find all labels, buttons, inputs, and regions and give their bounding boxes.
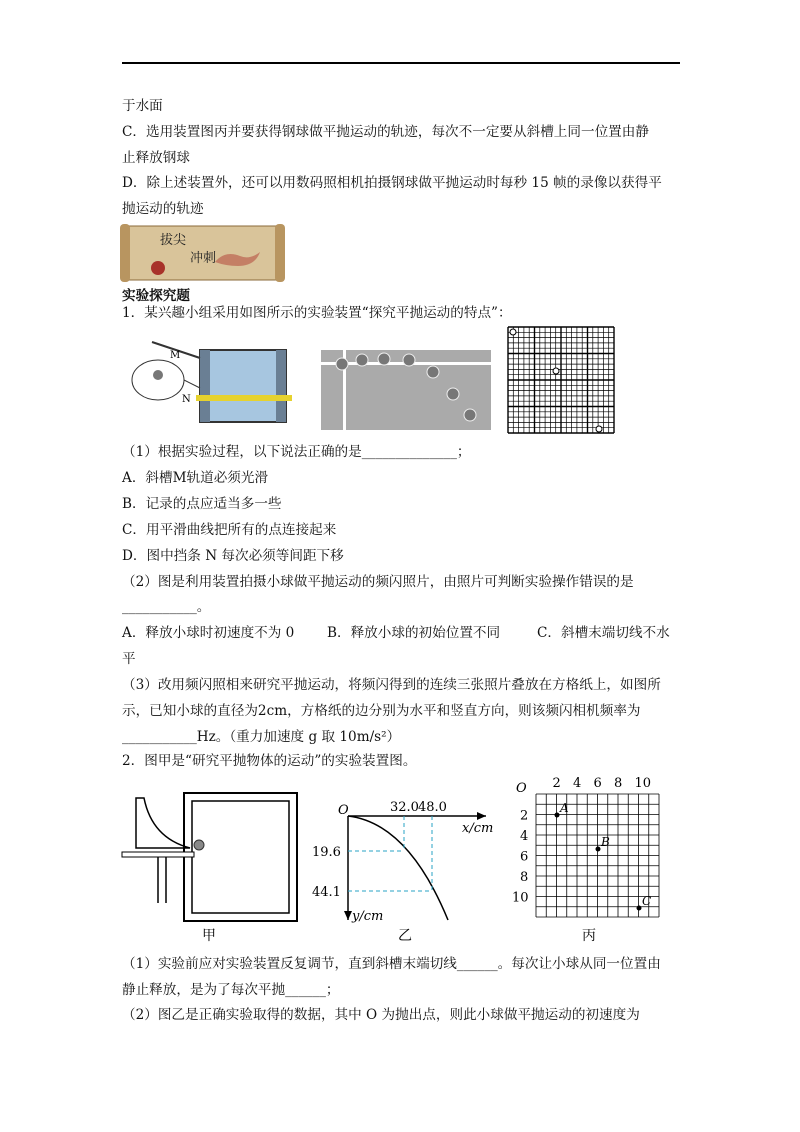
ball-icon	[553, 368, 559, 374]
y-axis-label: y/cm	[352, 909, 384, 924]
point-c-label: C	[642, 894, 652, 908]
x-tick-label: 32.0	[390, 800, 419, 815]
option-a: A．释放小球时初速度不为 0	[122, 625, 295, 641]
text-line: 止释放钢球	[122, 150, 190, 166]
x-tick-label: 8	[614, 776, 623, 791]
option-b: B．释放小球的初始位置不同	[327, 625, 501, 641]
x-tick-label: 6	[593, 776, 602, 791]
x-axis-label: x/cm	[462, 821, 494, 836]
y-tick-label: 19.6	[312, 845, 341, 860]
question-2-part-2: （2）图乙是正确实验取得的数据，其中 O 为抛出点，则此小球做平抛运动的初速度为	[122, 1007, 640, 1023]
figure-label: 丙	[582, 928, 596, 944]
ball-icon	[427, 366, 439, 378]
x-tick-label: 48.0	[418, 800, 447, 815]
question-1-stem: 1．某兴趣小组采用如图所示的实验装置“探究平抛运动的特点”：	[122, 305, 512, 321]
ball-icon	[194, 840, 204, 850]
banner-text: 冲刺	[190, 251, 217, 266]
point-b-label: B	[601, 835, 610, 849]
x-tick-label: 2	[552, 776, 561, 791]
seal-icon	[151, 261, 165, 275]
answer-blank: ___________。	[122, 599, 211, 615]
y-tick-label: 8	[520, 870, 529, 885]
option-c-text: C．选用装置图丙并要获得钢球做平抛运动的轨迹，每次不一定要从斜槽上同一位置由静	[122, 124, 649, 140]
option-c-continued: 平	[122, 651, 136, 667]
point-a	[555, 813, 560, 818]
figure-yi	[312, 798, 498, 944]
option-d: D．图中挡条 N 每次必须等间距下移	[122, 548, 344, 564]
y-tick-label: 2	[520, 808, 529, 824]
text-line: 抛运动的轨迹	[122, 201, 204, 217]
text-line: 于水面	[122, 98, 163, 114]
question-1-part-3: （3）改用频闪照相来研究平抛运动，将频闪得到的连续三张照片叠放在方格纸上，如图所	[122, 677, 661, 693]
ball-icon	[403, 354, 415, 366]
point-a-label: A	[560, 801, 569, 815]
option-c: C．用平滑曲线把所有的点连接起来	[122, 522, 337, 538]
grid-photo-figure	[508, 327, 614, 433]
y-tick-label: 10	[512, 890, 529, 906]
question-1-part-3: ___________Hz。（重力加速度 g 取 10m/s²）	[122, 729, 401, 745]
ball-icon	[447, 388, 459, 400]
option-d-text: D．除上述装置外，还可以用数码照相机拍摄钢球做平抛运动时每秒 15 帧的录像以获得平	[122, 175, 662, 191]
label-M: M	[170, 350, 181, 361]
origin-label: O	[516, 781, 527, 796]
ball-icon	[596, 426, 602, 432]
x-tick-label: 4	[573, 776, 582, 791]
option-b: B．记录的点应适当多一些	[122, 496, 282, 512]
scroll-banner-image	[120, 222, 285, 284]
origin-label: O	[338, 803, 349, 818]
apparatus-figure	[128, 328, 296, 428]
ball-icon	[336, 358, 348, 370]
y-tick-label: 6	[520, 849, 529, 865]
figure-label: 乙	[398, 928, 412, 944]
point-b	[596, 847, 601, 852]
question-1-part-3: 示，已知小球的直径为2cm，方格纸的边分别为水平和竖直方向，则该频闪相机频率为	[122, 703, 641, 719]
x-tick-label: 10	[634, 776, 652, 791]
figure-bing	[502, 772, 684, 944]
question-2-stem: 2．图甲是“研究平抛物体的运动”的实验装置图。	[122, 753, 417, 769]
y-tick-label: 44.1	[312, 885, 341, 900]
y-tick-label: 4	[520, 829, 529, 844]
option-c: C．斜槽末端切线不水	[537, 625, 670, 641]
header-rule	[122, 62, 680, 64]
question-2-part-1: 静止释放，是为了每次平抛______；	[122, 982, 340, 998]
label-N: N	[182, 394, 191, 405]
ball-icon	[378, 353, 390, 365]
figure-jia	[122, 788, 307, 943]
strobe-photo-figure	[321, 350, 491, 430]
question-2-part-1: （1）实验前应对实验装置反复调节，直到斜槽末端切线______。每次让小球从同一位置由	[122, 956, 661, 972]
ball-icon	[464, 409, 476, 421]
question-1-part-2: （2）图是利用装置拍摄小球做平抛运动的频闪照片，由照片可判断实验操作错误的是	[122, 574, 634, 590]
ball-icon	[356, 354, 368, 366]
ball-icon	[510, 329, 516, 335]
point-c	[637, 906, 642, 911]
figure-label: 甲	[202, 928, 216, 944]
banner-text: 拔尖	[160, 233, 187, 248]
question-1-part-1: （1）根据实验过程，以下说法正确的是______________；	[122, 444, 471, 460]
option-a: A．斜槽M轨道必须光滑	[122, 470, 269, 486]
section-heading: 实验探究题	[122, 288, 190, 304]
